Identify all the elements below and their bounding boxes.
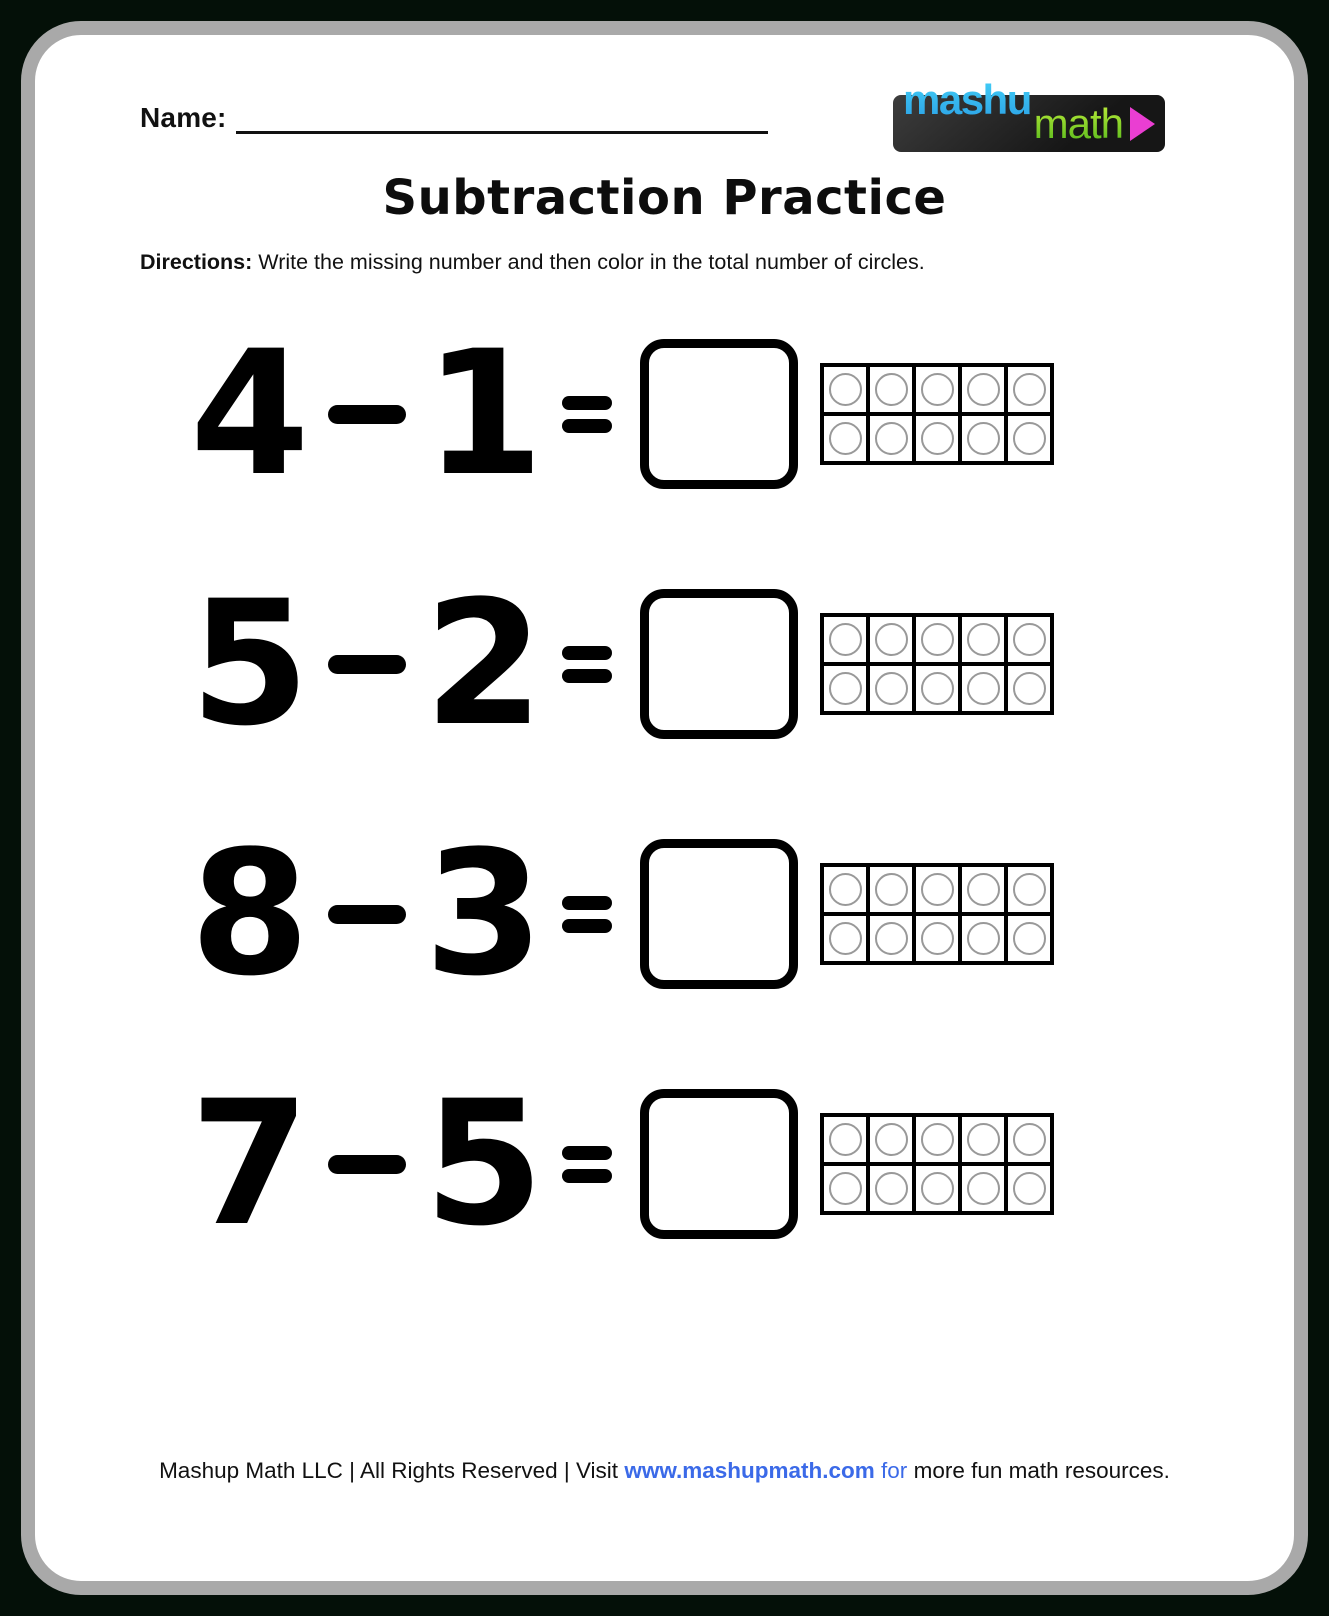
circle-icon	[921, 623, 954, 656]
circle-icon	[829, 922, 862, 955]
equals-icon	[562, 896, 612, 933]
ten-frame-cell[interactable]	[962, 367, 1004, 412]
circle-icon	[1013, 873, 1046, 906]
name-row	[140, 102, 768, 134]
ten-frame-cell[interactable]	[1008, 1117, 1050, 1162]
equation	[190, 1063, 612, 1264]
answer-box[interactable]	[640, 1089, 798, 1239]
circle-icon	[921, 873, 954, 906]
circle-icon	[829, 873, 862, 906]
equals-icon	[562, 396, 612, 433]
ten-frame-cell[interactable]	[962, 867, 1004, 912]
ten-frame-cell[interactable]	[962, 416, 1004, 461]
ten-frame-cell[interactable]	[824, 916, 866, 961]
circle-icon	[967, 1172, 1000, 1205]
ten-frame-cell[interactable]	[824, 367, 866, 412]
ten-frame-cell[interactable]	[870, 916, 912, 961]
subtrahend: 1	[424, 313, 544, 514]
answer-box[interactable]	[640, 589, 798, 739]
mashupmath-logo	[893, 75, 1165, 180]
footer-link[interactable]: www.mashupmath.com	[624, 1458, 875, 1483]
circle-icon	[967, 422, 1000, 455]
ten-frame-cell[interactable]	[870, 1166, 912, 1211]
ten-frame-cell[interactable]	[962, 916, 1004, 961]
ten-frame-cell[interactable]	[962, 666, 1004, 711]
circle-icon	[1013, 1172, 1046, 1205]
ten-frame-cell[interactable]	[870, 1117, 912, 1162]
ten-frame	[820, 363, 1054, 465]
ten-frame-cell[interactable]	[916, 367, 958, 412]
ten-frame-cell[interactable]	[824, 416, 866, 461]
circle-icon	[967, 623, 1000, 656]
equation	[190, 313, 612, 514]
ten-frame-cell[interactable]	[824, 617, 866, 662]
ten-frame-cell[interactable]	[870, 416, 912, 461]
equation	[190, 563, 612, 764]
equals-icon	[562, 646, 612, 683]
ten-frame-cell[interactable]	[1008, 1166, 1050, 1211]
equation	[190, 813, 612, 1014]
ten-frame	[820, 863, 1054, 965]
circle-icon	[967, 873, 1000, 906]
name-label: Name:	[140, 102, 227, 133]
minus-icon	[328, 1155, 406, 1174]
subtrahend: 5	[424, 1063, 544, 1264]
footer-link-word: for	[881, 1458, 908, 1483]
ten-frame-cell[interactable]	[916, 666, 958, 711]
minus-icon	[328, 405, 406, 424]
circle-icon	[967, 922, 1000, 955]
circle-icon	[875, 422, 908, 455]
directions	[140, 250, 925, 275]
circle-icon	[829, 672, 862, 705]
circle-icon	[829, 623, 862, 656]
subtrahend: 3	[424, 813, 544, 1014]
ten-frame-cell[interactable]	[870, 367, 912, 412]
circle-icon	[875, 873, 908, 906]
ten-frame-cell[interactable]	[962, 1166, 1004, 1211]
circle-icon	[967, 373, 1000, 406]
answer-box[interactable]	[640, 339, 798, 489]
ten-frame-cell[interactable]	[962, 1117, 1004, 1162]
problem-row	[0, 1063, 1329, 1264]
ten-frame-cell[interactable]	[916, 1117, 958, 1162]
ten-frame	[820, 1113, 1054, 1215]
ten-frame-cell[interactable]	[870, 666, 912, 711]
circle-icon	[1013, 623, 1046, 656]
minuend: 8	[190, 813, 310, 1014]
circle-icon	[921, 672, 954, 705]
circle-icon	[875, 1172, 908, 1205]
circle-icon	[1013, 672, 1046, 705]
circle-icon	[921, 373, 954, 406]
circle-icon	[967, 1123, 1000, 1156]
circle-icon	[829, 1172, 862, 1205]
problem-row	[0, 313, 1329, 514]
circle-icon	[875, 373, 908, 406]
ten-frame-cell[interactable]	[824, 1117, 866, 1162]
directions-text: Write the missing number and then color in the total number of circles.	[258, 250, 925, 274]
footer-text-end: more fun math resources.	[913, 1458, 1170, 1483]
circle-icon	[1013, 373, 1046, 406]
ten-frame-cell[interactable]	[870, 617, 912, 662]
ten-frame-cell[interactable]	[824, 1166, 866, 1211]
circle-icon	[1013, 422, 1046, 455]
play-icon	[1130, 107, 1155, 141]
ten-frame-cell[interactable]	[916, 867, 958, 912]
minus-icon	[328, 655, 406, 674]
ten-frame-cell[interactable]	[962, 617, 1004, 662]
circle-icon	[875, 922, 908, 955]
circle-icon	[967, 672, 1000, 705]
ten-frame-cell[interactable]	[1008, 916, 1050, 961]
logo-letter-p: p	[899, 128, 931, 180]
minuend: 5	[190, 563, 310, 764]
minus-icon	[328, 905, 406, 924]
ten-frame-cell[interactable]	[1008, 617, 1050, 662]
ten-frame-cell[interactable]	[1008, 666, 1050, 711]
circle-icon	[875, 623, 908, 656]
circle-icon	[1013, 1123, 1046, 1156]
ten-frame-cell[interactable]	[1008, 416, 1050, 461]
page-title: Subtraction Practice	[382, 170, 947, 226]
footer	[0, 1458, 1329, 1484]
ten-frame-cell[interactable]	[916, 1166, 958, 1211]
problem-row	[0, 813, 1329, 1014]
ten-frame-cell[interactable]	[824, 867, 866, 912]
ten-frame-cell[interactable]	[1008, 867, 1050, 912]
answer-box[interactable]	[640, 839, 798, 989]
footer-text: Mashup Math LLC | All Rights Reserved | Visit	[159, 1458, 619, 1483]
circle-icon	[1013, 922, 1046, 955]
logo-text-mashup: mashup	[903, 76, 1034, 172]
ten-frame-cell[interactable]	[1008, 367, 1050, 412]
minuend: 7	[190, 1063, 310, 1264]
ten-frame-cell[interactable]	[916, 416, 958, 461]
circle-icon	[921, 1123, 954, 1156]
ten-frame-cell[interactable]	[824, 666, 866, 711]
directions-label: Directions:	[140, 250, 253, 274]
ten-frame-cell[interactable]	[870, 867, 912, 912]
circle-icon	[921, 922, 954, 955]
ten-frame-cell[interactable]	[916, 916, 958, 961]
minuend: 4	[190, 313, 310, 514]
name-input-line[interactable]	[236, 104, 768, 134]
circle-icon	[829, 422, 862, 455]
equals-icon	[562, 1146, 612, 1183]
circle-icon	[829, 1123, 862, 1156]
circle-icon	[921, 422, 954, 455]
logo-text-math: math	[1033, 99, 1123, 147]
circle-icon	[875, 672, 908, 705]
problem-row	[0, 563, 1329, 764]
circle-icon	[921, 1172, 954, 1205]
ten-frame-cell[interactable]	[916, 617, 958, 662]
subtrahend: 2	[424, 563, 544, 764]
ten-frame	[820, 613, 1054, 715]
circle-icon	[875, 1123, 908, 1156]
circle-icon	[829, 373, 862, 406]
